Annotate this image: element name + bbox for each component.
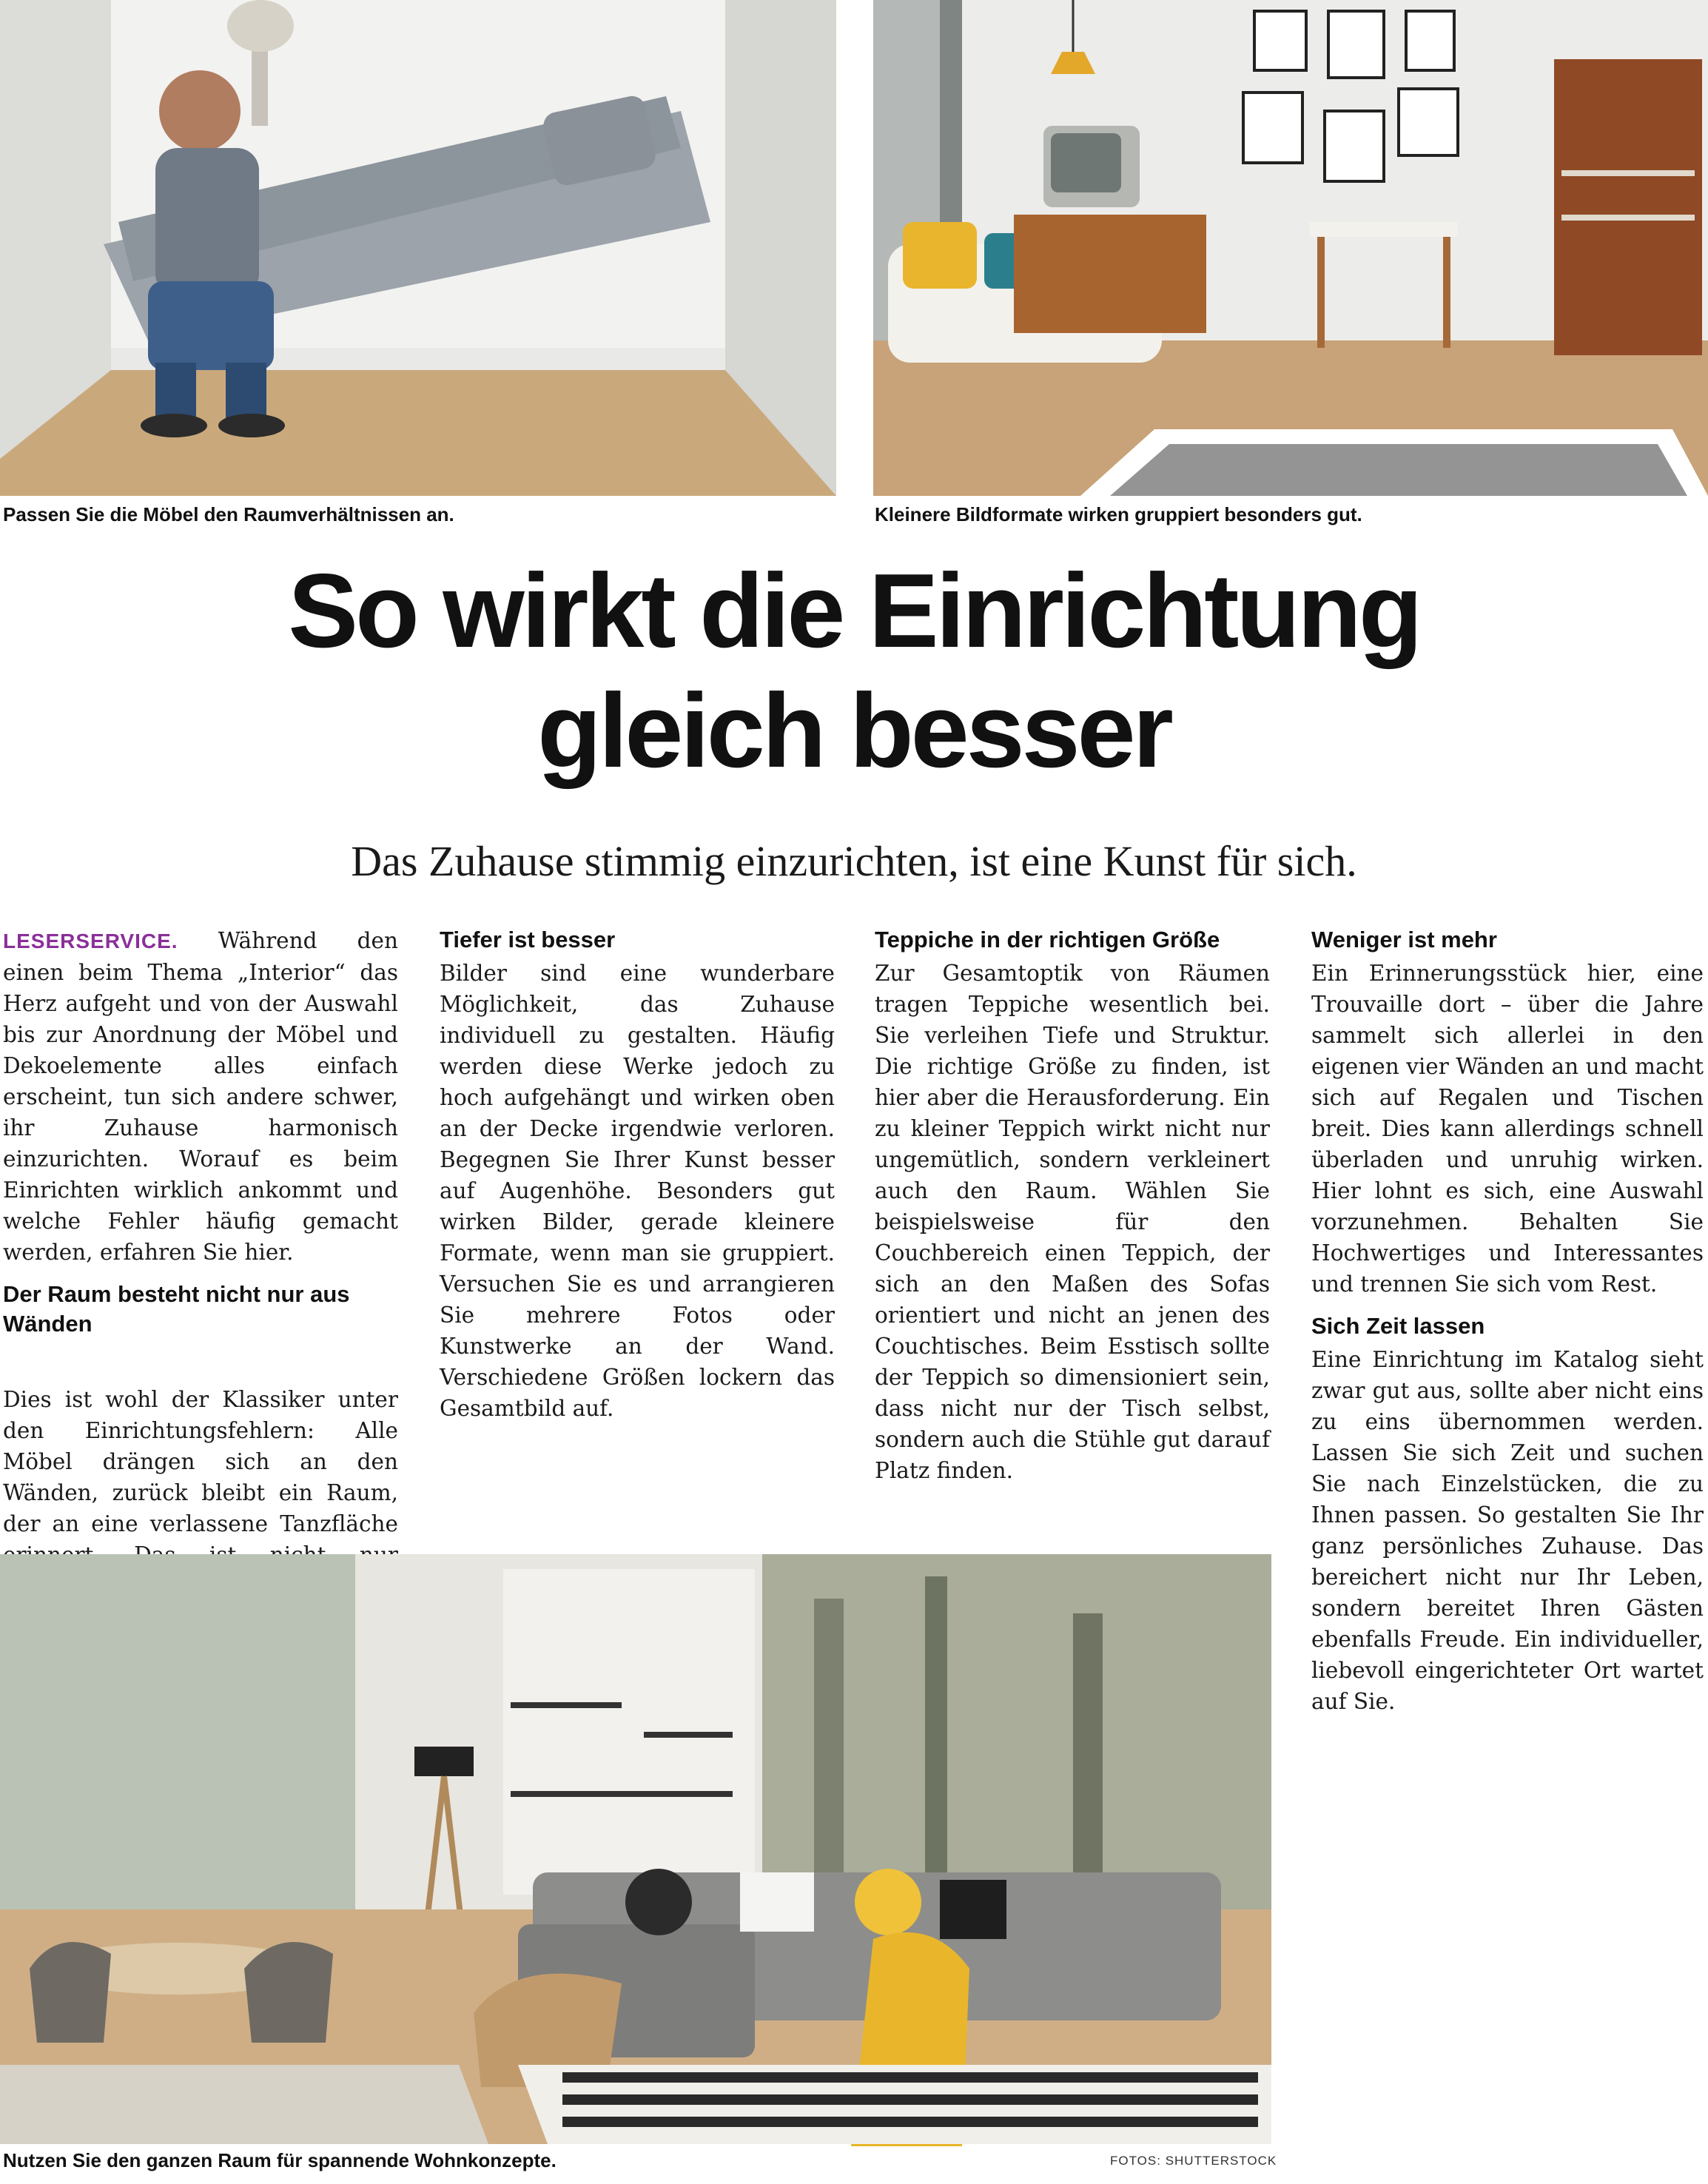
heading-teppiche: Teppiche in der richtigen Größe	[875, 927, 1220, 952]
heading-weniger: Weniger ist mehr	[1311, 927, 1497, 952]
heading-tiefer: Tiefer ist besser	[440, 927, 616, 952]
photo-sofa-corner	[0, 0, 836, 496]
intro-text: Während den einen beim Thema „Interior“ das Herz aufgeht und von der Auswahl bis zur Anordnung der Möbel und Dekoelemente alles einfach erscheint, tun sich andere schwer, ihr Zuhause harmonisch einzurichten. Worauf es beim Einrichten wirklich ankommt und welche Fehler häufig gemacht werden, erfahren Sie hier.	[3, 928, 398, 1265]
paragraph-teppiche: Zur Gesamtoptik von Räumen tragen Teppiche wesentlich bei. Sie verleihen Tiefe und Struktur. Die richtige Größe zu finden, ist hier aber die Herausforderung. Ein zu kleiner Teppich wirkt nicht nur ungemütlich, sondern verkleinert auch den Raum. Wählen Sie beispielsweise für den Couchbereich einen Teppich, der sich an den Maßen des Sofas orientiert und nicht an jenen des Couchtisches. Beim Esstisch sollte der Teppich so dimensioniert sein, dass nicht nur der Tisch selbst, sondern auch die Stühle gut darauf Platz finden.	[875, 961, 1270, 1483]
headline-line-2: gleich besser	[537, 672, 1171, 790]
article-column-1	[3, 925, 398, 1342]
paragraph-tiefer: Bilder sind eine wunderbare Möglichkeit, das Zuhause individuell zu gestalten. Häufig werden diese Werke jedoch zu hoch aufgehängt und wirken oben an der Decke irgendwie verloren. Begegnen Sie Ihrer Kunst besser auf Augenhöhe. Besonders gut wirken Bilder, gerade kleinere Formate, wenn man sie gruppiert. Versuchen Sie es und arrangieren Sie mehrere Fotos oder Kunstwerke an der Wand. Verschiedene Größen lockern das Gesamtbild auf.	[440, 961, 835, 1421]
paragraph-raum-a: Dies ist wohl der Klassiker unter den Einrichtungsfehlern: Alle Möbel drängen sich an den Wänden, zurück bleibt ein Raum, der an eine verlassene Tanzfläche	[3, 1387, 398, 1536]
heading-raum: Der Raum besteht nicht nur aus Wänden	[3, 1281, 350, 1337]
heading-zeit: Sich Zeit lassen	[1311, 1313, 1485, 1339]
article-column-4	[1311, 925, 1704, 2176]
headline-line-1: So wirkt die Einrichtung	[288, 552, 1420, 670]
subheadline: Das Zuhause stimmig einzurichten, ist eine Kunst für sich.	[351, 837, 1357, 885]
paragraph-weniger: Ein Erinnerungsstück hier, eine Trouvaille dort – über die Jahre sammelt sich allerlei in den eigenen vier Wänden an und macht sich auf Regalen und Tischen breit. Dies kann allerdings schnell überladen und unruhig wirken. Hier lohnt es sich, eine Auswahl vorzunehmen. Behalten Sie Hochwertiges und Interessantes und trennen Sie sich vom Rest.	[1311, 961, 1704, 1297]
kicker: LESERSERVICE.	[3, 930, 178, 952]
caption-top-right: Kleinere Bildformate wirken gruppiert besonders gut.	[875, 503, 1362, 525]
article-column-3	[875, 925, 1270, 1510]
headline	[0, 551, 1708, 791]
photo-gallery-wall	[873, 0, 1708, 496]
photo-living-room	[0, 1554, 1271, 2144]
article-column-1-cont	[3, 1384, 398, 1536]
caption-top-left: Passen Sie die Möbel den Raumverhältnissen an.	[3, 503, 454, 525]
paragraph-zeit: Eine Einrichtung im Katalog sieht zwar gut aus, sollte aber nicht eins zu eins übernommen werden. Lassen Sie sich Zeit und suchen Sie nach Einzelstücken, die zu Ihnen passen. So gestalten Sie Ihr ganz persönliches Zuhause. Das bereichert nicht nur Ihr Leben, sondern bereitet Ihren Gästen ebenfalls Freude. Ein individueller, liebevoll eingerichteter Ort wartet auf Sie.	[1311, 1347, 1704, 1714]
caption-bottom: Nutzen Sie den ganzen Raum für spannende Wohnkonzepte.	[3, 2149, 557, 2171]
article-column-2	[440, 925, 835, 1510]
photo-credit: FOTOS: SHUTTERSTOCK	[1110, 2154, 1277, 2168]
intro-paragraph	[3, 925, 398, 1268]
